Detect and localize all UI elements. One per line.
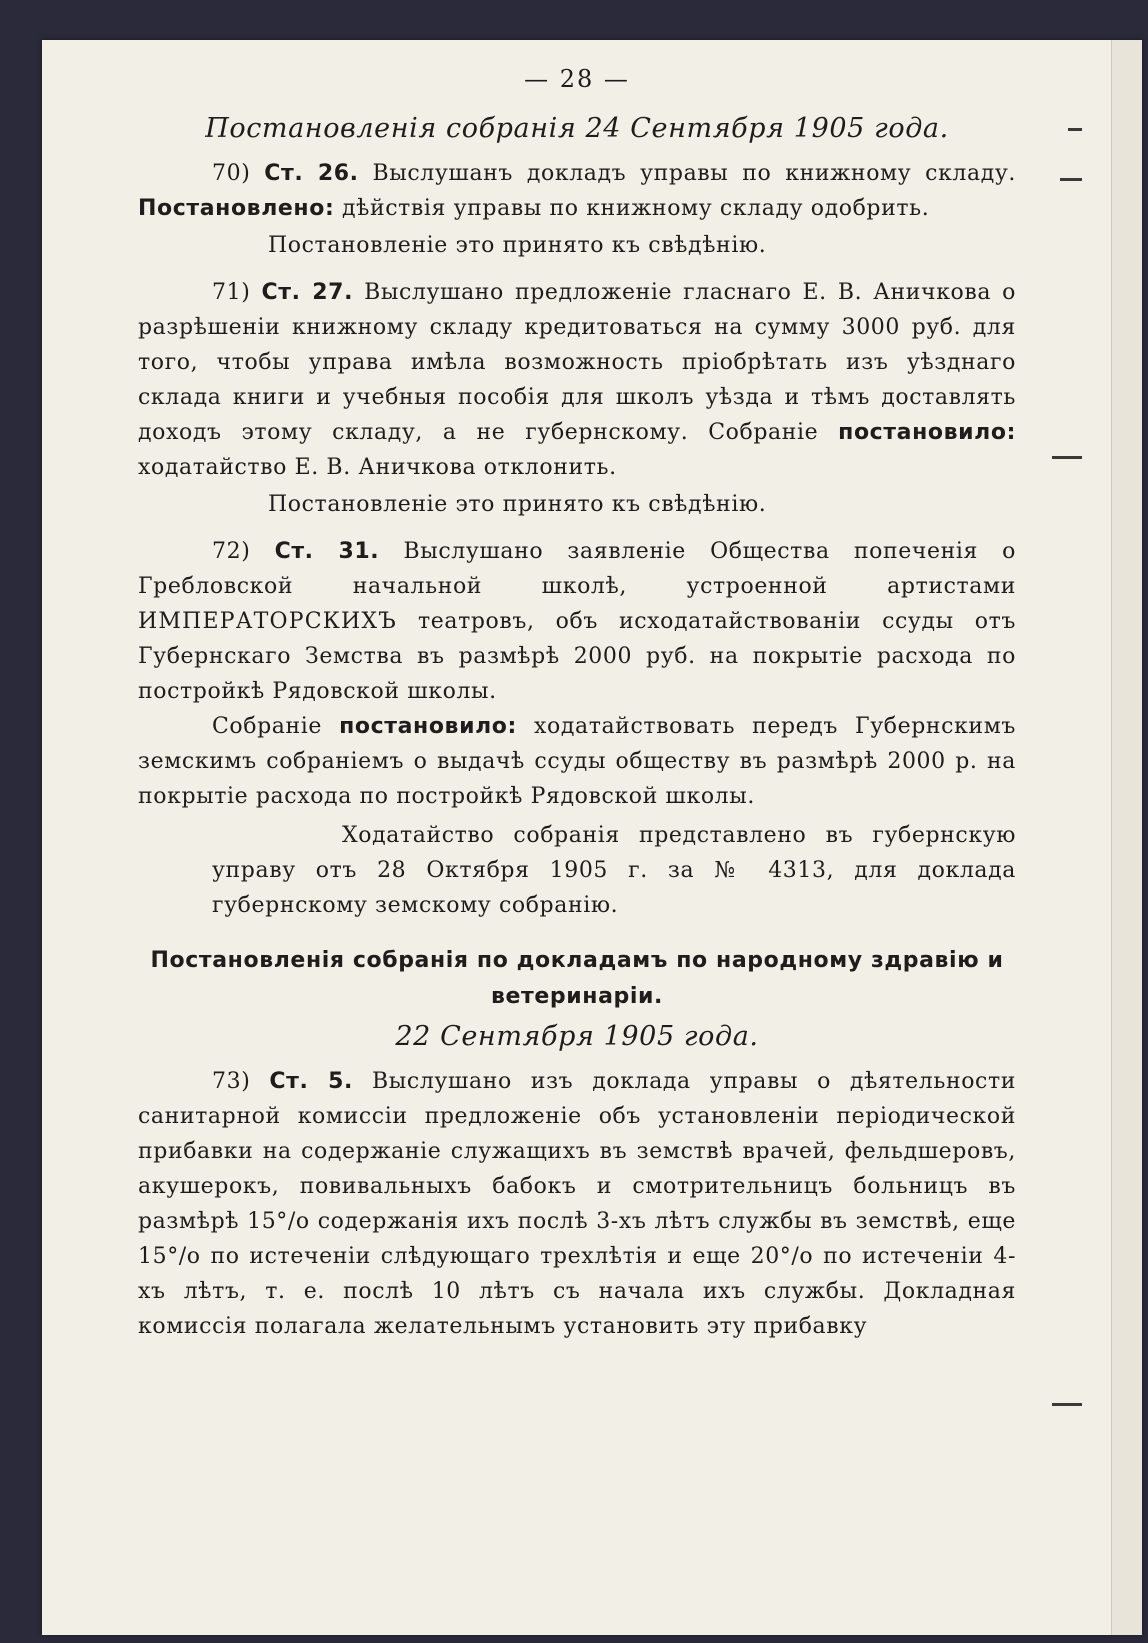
article-ref: Ст. 31. [274, 539, 380, 564]
binding-mark [1052, 456, 1082, 459]
item-text: Выслушанъ докладъ управы по книжному складу. [372, 161, 1017, 186]
decision-text: ходатайствовать передъ Губернскимъ земскимъ собраніемъ о выдачѣ ссуды обществу въ размѣрѣ 2000 р. на покрытіе расхода по постройкѣ Рядовской школы. [138, 714, 1017, 809]
item-71 [138, 275, 1016, 485]
decision-lead: Собраніе [212, 714, 323, 739]
item-number: 70) [212, 161, 251, 186]
article-ref: Ст. 26. [264, 161, 359, 186]
article-ref: Ст. 27. [261, 280, 354, 305]
note-72: Ходатайство собранія представлено въ губернскую управу отъ 28 Октября 1905 г. за № 4313, для доклада губернскому земскому собранію. [212, 823, 1016, 918]
decision-label: Постановлено: [138, 196, 335, 221]
section-heading: Постановленія собранія 24 Сентября 1905 года. [205, 113, 949, 144]
item-text: Выслушано предложеніе гласнаго Е. В. Аничкова о разрѣшеніи книжному складу кредитоваться на сумму 3000 руб. для того, чтобы управа имѣла возможность пріобрѣтать изъ уѣзднаго склада книги и учебныя пособія для школъ уѣзда и тѣмъ доставлять доходъ этому складу, а не губернскому. Собраніе [138, 280, 1017, 445]
caps-text: ИМПЕРАТОРСКИХЪ [138, 609, 397, 634]
binding-mark [1060, 178, 1082, 181]
item-70 [138, 156, 1016, 226]
note-70: Постановленіе это принято къ свѣдѣнію. [268, 233, 767, 258]
item-number: 73) [212, 1069, 251, 1094]
page-number: — 28 — [524, 65, 630, 93]
decision-label: постановило: [838, 420, 1016, 445]
item-72 [138, 534, 1016, 709]
section-heading-bold: Постановленія собранія по докладамъ по народному здравію и ветеринаріи. [150, 948, 1004, 1009]
item-73 [138, 1064, 1016, 1344]
binding-mark [1068, 128, 1082, 131]
binding-mark [1052, 1403, 1082, 1406]
item-72-decision [138, 709, 1016, 814]
decision-text: дѣйствія управы по книжному складу одобрить. [341, 196, 930, 221]
item-text: театровъ, объ исходатайствованіи ссуды отъ Губернскаго Земства въ размѣрѣ 2000 руб. на покрытіе расхода по постройкѣ Рядовской школы. [138, 609, 1016, 704]
note-71: Постановленіе это принято къ свѣдѣнію. [268, 492, 767, 517]
document-page [42, 40, 1142, 1635]
item-text: Выслушано заявленіе Общества попеченія о Гребловской начальной школѣ, устроенной артистами [138, 539, 1016, 599]
decision-text: ходатайство Е. В. Аничкова отклонить. [138, 455, 617, 480]
date-heading: 22 Сентября 1905 года. [395, 1021, 759, 1052]
item-number: 72) [212, 539, 251, 564]
item-text: Выслушано изъ доклада управы о дѣятельности санитарной комиссіи предложеніе объ установленіи періодической прибавки на содержаніе служащихъ въ земствѣ врачей, фельдшеровъ, акушерокъ, повивальныхъ бабокъ и смотрительницъ больницъ въ размѣрѣ 15°/о содержанія ихъ послѣ 3-хъ лѣтъ службы въ земствѣ, еще 15°/о по истеченіи слѣдующаго трехлѣтія и еще 20°/о по истеченіи 4-хъ лѣтъ, т. е. послѣ 10 лѣтъ съ начала ихъ службы. Докладная комиссія полагала желательнымъ установить эту прибавку [138, 1069, 1017, 1339]
page-edge [1111, 40, 1142, 1635]
decision-label: постановило: [339, 714, 517, 739]
item-number: 71) [212, 280, 251, 305]
article-ref: Ст. 5. [269, 1069, 353, 1094]
document-text [138, 62, 1016, 1344]
